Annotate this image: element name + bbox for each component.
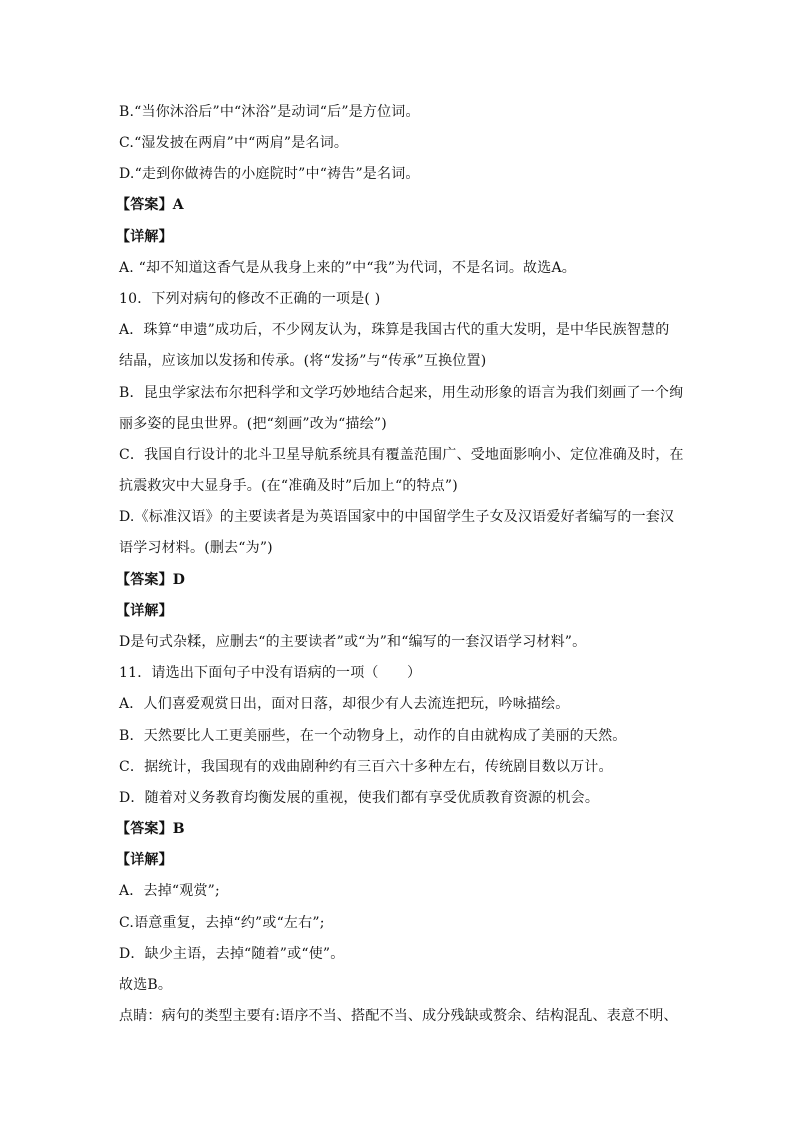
explanation-label: 【详解】 (116, 603, 173, 619)
question-10-option-c-2: 抗震救灾中大显身手。(在“准确及时”后加上“的特点”) (119, 478, 458, 494)
explanation-text: A. “却不知道这香气是从我身上来的”中“我”为代词，不是名词。故选A。 (119, 260, 576, 276)
question-10-option-b-1: B．昆虫学家法布尔把科学和文学巧妙地结合起来，用生动形象的语言为我们刻画了一个绚 (119, 385, 684, 401)
option-c-line: C.“湿发披在两肩”中“两肩”是名词。 (119, 135, 349, 151)
question-11-option-d: D．随着对义务教育均衡发展的重视，使我们都有享受优质教育资源的机会。 (119, 790, 600, 806)
question-11-explanation-a: A．去掉“观赏”; (119, 883, 220, 899)
question-10-title: 10．下列对病句的修改不正确的一项是( ) (119, 291, 381, 307)
question-10-option-a-2: 结晶，应该加以发扬和传承。(将“发扬”与“传承”互换位置) (119, 353, 487, 369)
question-11-option-a: A．人们喜爱观赏日出，面对日落，却很少有人去流连把玩，吟咏描绘。 (119, 696, 570, 712)
question-11-option-b: B．天然要比人工更美丽些，在一个动物身上，动作的自由就构成了美丽的天然。 (119, 728, 627, 744)
question-10-option-d-1: D.《标准汉语》的主要读者是为英语国家中的中国留学生子女及汉语爱好者编写的一套汉 (119, 509, 675, 525)
question-10-explanation-text: D是句式杂糅，应删去“的主要读者”或“为”和“编写的一套汉语学习材料”。 (119, 634, 587, 650)
question-10-option-c-1: C．我国自行设计的北斗卫星导航系统具有覆盖范围广、受地面影响小、定位准确及时，在 (119, 447, 684, 463)
answer-label: 【答案】D (116, 572, 186, 588)
question-10-option-d-2: 语学习材料。(删去“为”) (119, 540, 273, 556)
question-11-option-c: C．据统计，我国现有的戏曲剧种约有三百六十多种左右，传统剧目数以万计。 (119, 759, 613, 775)
question-11-conclusion: 故选B。 (119, 977, 173, 993)
option-d-line: D.“走到你做祷告的小庭院时”中“祷告”是名词。 (119, 166, 420, 182)
question-11-explanation-c: C.语意重复，去掉“约”或“左右”; (119, 915, 325, 931)
question-10-option-b-2: 丽多姿的昆虫世界。(把“刻画”改为“描绘”) (119, 416, 387, 432)
option-b-line: B.“当你沐浴后”中“沐浴”是动词“后”是方位词。 (119, 104, 420, 120)
question-11-explanation-d: D．缺少主语，去掉“随着”或“使”。 (119, 946, 345, 962)
question-11-title: 11．请选出下面句子中没有语病的一项（ ） (119, 665, 422, 681)
answer-label: 【答案】A (116, 197, 184, 213)
note-line: 点睛：病句的类型主要有:语序不当、搭配不当、成分残缺或赘余、结构混乱、表意不明、 (119, 1008, 678, 1024)
answer-label: 【答案】B (116, 821, 185, 837)
explanation-label: 【详解】 (116, 229, 173, 245)
explanation-label: 【详解】 (116, 852, 173, 868)
question-10-option-a-1: A．珠算“申遗”成功后，不少网友认为，珠算是我国古代的重大发明，是中华民族智慧的 (119, 322, 670, 338)
